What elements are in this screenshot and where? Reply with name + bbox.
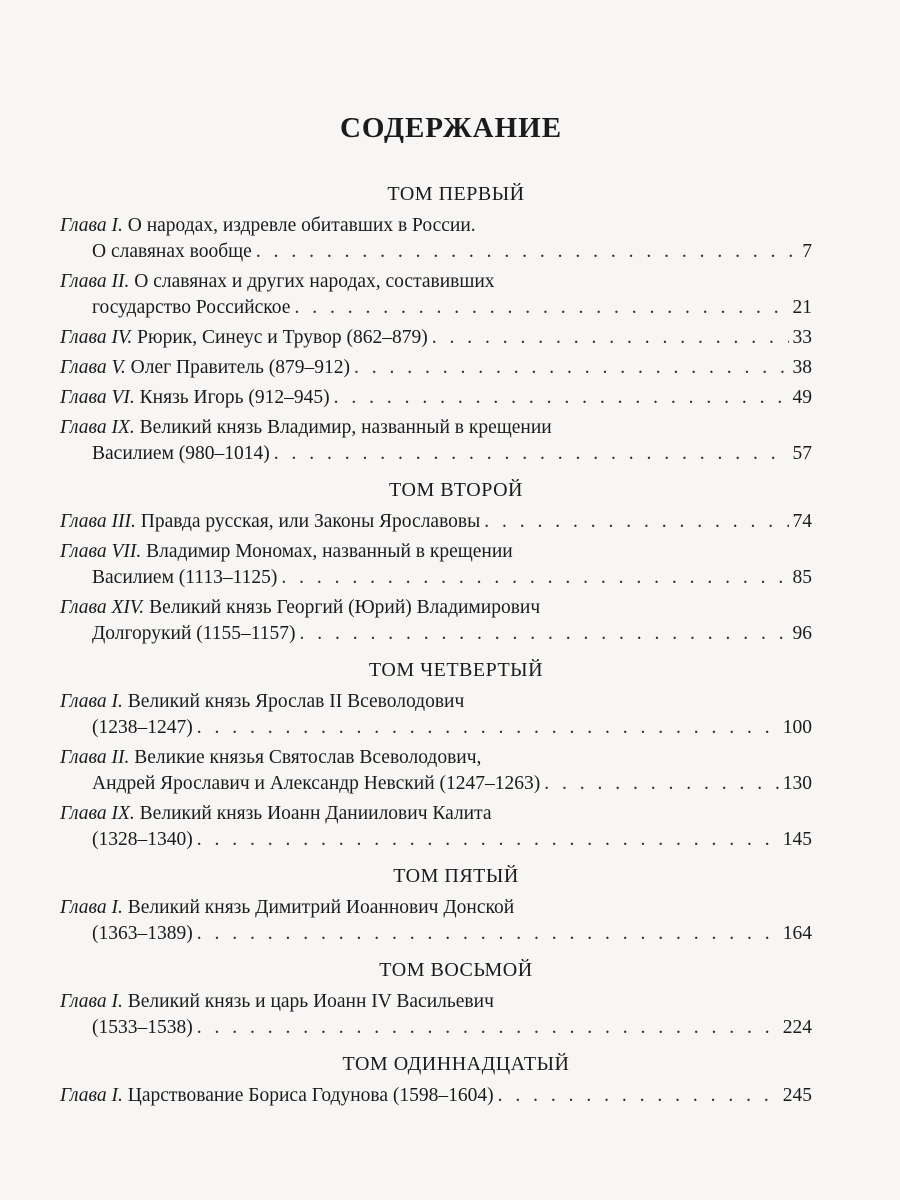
toc-entry (60, 213, 812, 265)
chapter-number: Глава I. (60, 215, 123, 236)
dot-leader (354, 355, 788, 381)
chapter-number: Глава II. (60, 271, 130, 292)
toc-entry (60, 745, 812, 797)
toc-entry (60, 539, 812, 591)
page-number: 130 (782, 773, 812, 794)
chapter-title-continued: (1328–1340) (92, 829, 193, 850)
chapter-number: Глава VI. (60, 387, 135, 408)
toc-entry (60, 989, 812, 1041)
toc-entry (60, 269, 812, 321)
page-number: 33 (792, 327, 812, 348)
dot-leader (256, 239, 798, 265)
chapter-title-continued: Василием (1113–1125) (92, 567, 278, 588)
chapter-number: Глава VII. (60, 541, 142, 562)
chapter-title: Владимир Мономах, названный в крещении (146, 541, 513, 562)
page-number: 164 (782, 923, 812, 944)
page-number: 49 (792, 387, 812, 408)
page-number: 74 (792, 511, 812, 532)
chapter-title-continued: (1363–1389) (92, 923, 193, 944)
toc-entry (60, 1083, 812, 1109)
chapter-number: Глава V. (60, 357, 126, 378)
dot-leader (294, 295, 788, 321)
chapter-title-continued: Василием (980–1014) (92, 443, 270, 464)
dot-leader (197, 1015, 779, 1041)
page-number: 85 (792, 567, 812, 588)
chapter-title: Великий князь Димитрий Иоаннович Донской (127, 897, 515, 918)
chapter-title-continued: Андрей Ярославич и Александр Невский (1247–1263) (92, 773, 541, 794)
toc-entry (60, 325, 812, 351)
dot-leader (197, 827, 779, 853)
toc-entry (60, 895, 812, 947)
dot-leader (281, 565, 788, 591)
toc-entry (60, 385, 812, 411)
chapter-title-continued: (1238–1247) (92, 717, 193, 738)
chapter-title: Правда русская, или Законы Ярославовы (140, 511, 481, 532)
dot-leader (498, 1083, 779, 1109)
table-of-contents (60, 181, 812, 1109)
dot-leader (334, 385, 789, 411)
chapter-title: О славянах и других народах, составивших (134, 271, 495, 292)
dot-leader (432, 325, 789, 351)
page-number: 96 (792, 623, 812, 644)
chapter-title: Олег Правитель (879–912) (130, 357, 351, 378)
chapter-title: Князь Игорь (912–945) (139, 387, 330, 408)
chapter-title-continued: (1533–1538) (92, 1017, 193, 1038)
chapter-number: Глава I. (60, 897, 123, 918)
volume-title: ТОМ ОДИННАДЦАТЫЙ (342, 1053, 570, 1075)
dot-leader (544, 771, 778, 797)
toc-entry (60, 595, 812, 647)
chapter-title: О народах, издревле обитавших в России. (127, 215, 476, 236)
chapter-title: Великие князья Святослав Всеволодович, (134, 747, 482, 768)
page-number: 7 (802, 241, 812, 262)
dot-leader (197, 921, 779, 947)
chapter-title: Великий князь Ярослав II Всеволодович (127, 691, 465, 712)
toc-entry (60, 801, 812, 853)
volume-title: ТОМ ВТОРОЙ (389, 479, 523, 501)
page-number: 38 (792, 357, 812, 378)
page-number: 245 (782, 1085, 812, 1106)
toc-entry (60, 415, 812, 467)
chapter-number: Глава IX. (60, 803, 135, 824)
toc-entry (60, 509, 812, 535)
chapter-number: Глава IX. (60, 417, 135, 438)
volume-title: ТОМ ПЕРВЫЙ (387, 183, 525, 205)
chapter-title-continued: Долгорукий (1155–1157) (92, 623, 296, 644)
chapter-title: Великий князь и царь Иоанн IV Васильевич (127, 991, 494, 1012)
toc-entry (60, 689, 812, 741)
chapter-title: Царствование Бориса Годунова (1598–1604) (127, 1085, 494, 1106)
page-title: СОДЕРЖАНИЕ (339, 112, 563, 144)
chapter-number: Глава IV. (60, 327, 133, 348)
dot-leader (300, 621, 789, 647)
chapter-number: Глава II. (60, 747, 130, 768)
chapter-title: Великий князь Иоанн Даниилович Калита (139, 803, 492, 824)
chapter-title-continued: государство Российское (92, 297, 291, 318)
page-number: 100 (782, 717, 812, 738)
page-number: 224 (782, 1017, 812, 1038)
page-number: 57 (792, 443, 812, 464)
chapter-number: Глава I. (60, 691, 123, 712)
volume-title: ТОМ ЧЕТВЕРТЫЙ (368, 659, 544, 681)
chapter-number: Глава I. (60, 1085, 123, 1106)
chapter-title: Рюрик, Синеус и Трувор (862–879) (137, 327, 428, 348)
dot-leader (197, 715, 779, 741)
chapter-number: Глава XIV. (60, 597, 145, 618)
page-number: 145 (782, 829, 812, 850)
dot-leader (484, 509, 788, 535)
dot-leader (274, 441, 789, 467)
chapter-number: Глава III. (60, 511, 136, 532)
chapter-number: Глава I. (60, 991, 123, 1012)
chapter-title: Великий князь Георгий (Юрий) Владимирович (149, 597, 541, 618)
volume-title: ТОМ ПЯТЫЙ (393, 865, 519, 887)
volume-title: ТОМ ВОСЬМОЙ (379, 959, 533, 981)
chapter-title: Великий князь Владимир, названный в крещении (139, 417, 552, 438)
chapter-title-continued: О славянах вообще (92, 241, 252, 262)
toc-entry (60, 355, 812, 381)
page-number: 21 (792, 297, 812, 318)
